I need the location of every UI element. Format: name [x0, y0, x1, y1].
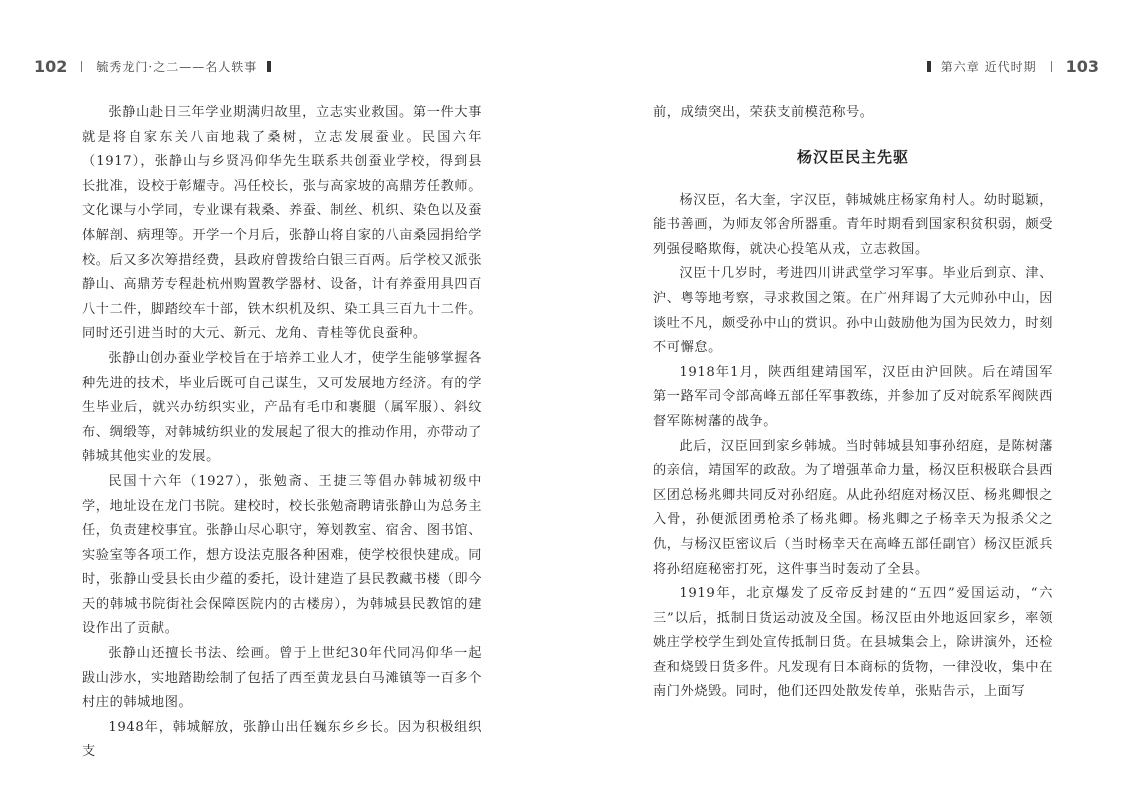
left-page [0, 0, 566, 799]
header-block-mark [267, 61, 271, 72]
header-block-mark [927, 61, 931, 72]
paragraph: 张静山还擅长书法、绘画。曾于上世纪30年代同冯仰华一起跋山涉水，实地踏勘绘制了包括了西至黄龙县白马滩镇等一百多个村庄的韩城地图。 [82, 646, 482, 711]
paragraph: 1919年，北京爆发了反帝反封建的“五四”爱国运动，“六三”以后，抵制日货运动波及全国。杨汉臣由外地返回家乡，率领姚庄学校学生到处宣传抵制日货。在县城集会上，除讲演外，还检查和烧毁日货多件。凡发现有日本商标的货物，一律没收，集中在南门外烧毁。同时，他们还四处散发传单，张贴告示，上面写 [653, 586, 1053, 700]
paragraph: 此后，汉臣回到家乡韩城。当时韩城县知事孙绍庭，是陈树藩的亲信，靖国军的政敌。为了增强革命力量，杨汉臣积极联合县西区团总杨兆卿共同反对孙绍庭。从此孙绍庭对杨汉臣、杨兆卿恨之入骨，孙便派团勇枪杀了杨兆卿。杨兆卿之子杨幸天为报杀父之仇，与杨汉臣密议后（当时杨幸天在高峰五部任副官）杨汉臣派兵将孙绍庭秘密打死，这件事当时轰动了全县。 [653, 438, 1053, 577]
left-page-number: 102 [34, 56, 68, 76]
right-page-header [917, 54, 1099, 78]
left-page-header [34, 54, 281, 78]
right-page-number: 103 [1065, 56, 1099, 76]
header-divider [1051, 61, 1052, 72]
right-page [566, 0, 1133, 799]
right-page-body [653, 101, 1053, 705]
section-title: 杨汉臣民主先驱 [796, 147, 909, 166]
left-running-head: 毓秀龙门·之二——名人轶事 [96, 59, 258, 74]
paragraph: 1918年1月，陕西组建靖国军，汉臣由沪回陕。后在靖国军第一路军司令部高峰五部任军事教练，并参加了反对皖系军阀陕西督军陈树藩的战争。 [653, 364, 1053, 429]
paragraph: 汉臣十几岁时，考进四川讲武堂学习军事。毕业后到京、津、沪、粤等地考察，寻求救国之策。在广州拜谒了大元帅孙中山，因谈吐不凡，颇受孙中山的赏识。孙中山鼓励他为国为民效力，时刻不可懈怠。 [653, 266, 1053, 356]
paragraph: 张静山赴日三年学业期满归故里，立志实业救国。第一件大事就是将自家东关八亩地栽了桑树，立志发展蚕业。民国六年（1917），张静山与乡贤冯仰华先生联系共创蚕业学校，得到县长批准，设校于彰耀寺。冯任校长，张与高家坡的高鼎芳任教师。文化课与小学同，专业课有栽桑、养蚕、制丝、机织、染色以及蚕体解剖、病理等。开学一个月后，张静山将自家的八亩桑园捐给学校。后又多次筹措经费，县政府曾拨给白银三百两。后学校又派张静山、高鼎芳专程赴杭州购置教学器材、设备，计有养蚕用具四百八十二件，脚踏绞车十部，铁木织机及织、染工具三百九十二件。同时还引进当时的大元、新元、龙角、青桂等优良蚕种。 [82, 105, 482, 342]
left-page-body [82, 101, 482, 765]
paragraph: 杨汉臣，名大奎，字汉臣，韩城姚庄杨家角村人。幼时聪颖，能书善画，为师友邻舍所器重。青年时期看到国家积贫积弱，颇受列强侵略欺侮，就决心投笔从戎，立志救国。 [653, 192, 1053, 257]
paragraph: 1948年，韩城解放，张静山出任巍东乡乡长。因为积极组织支 [82, 719, 482, 760]
header-divider [81, 61, 82, 72]
right-running-head: 第六章 近代时期 [940, 59, 1037, 74]
continuation-paragraph: 前，成绩突出，荣获支前模范称号。 [653, 105, 874, 120]
paragraph: 民国十六年（1927），张勉斋、王捷三等倡办韩城初级中学，地址设在龙门书院。建校时，校长张勉斋聘请张静山为总务主任，负责建校事宜。张静山尽心职守，筹划教室、宿舍、图书馆、实验室等各项工作，想方设法克服各种困难，使学校很快建成。同时，张静山受县长由少蕴的委托，设计建造了县民教藏书楼（即今天的韩城书院街社会保障医院内的古楼房），为韩城县民教馆的建设作出了贡献。 [82, 473, 482, 637]
paragraph: 张静山创办蚕业学校旨在于培养工业人才，使学生能够掌握各种先进的技术，毕业后既可自己谋生，又可发展地方经济。有的学生毕业后，就兴办纺织实业，产品有毛巾和裹腿（属军服）、斜纹布、绸缎等，对韩城纺织业的发展起了很大的推动作用，亦带动了韩城其他实业的发展。 [82, 350, 482, 465]
